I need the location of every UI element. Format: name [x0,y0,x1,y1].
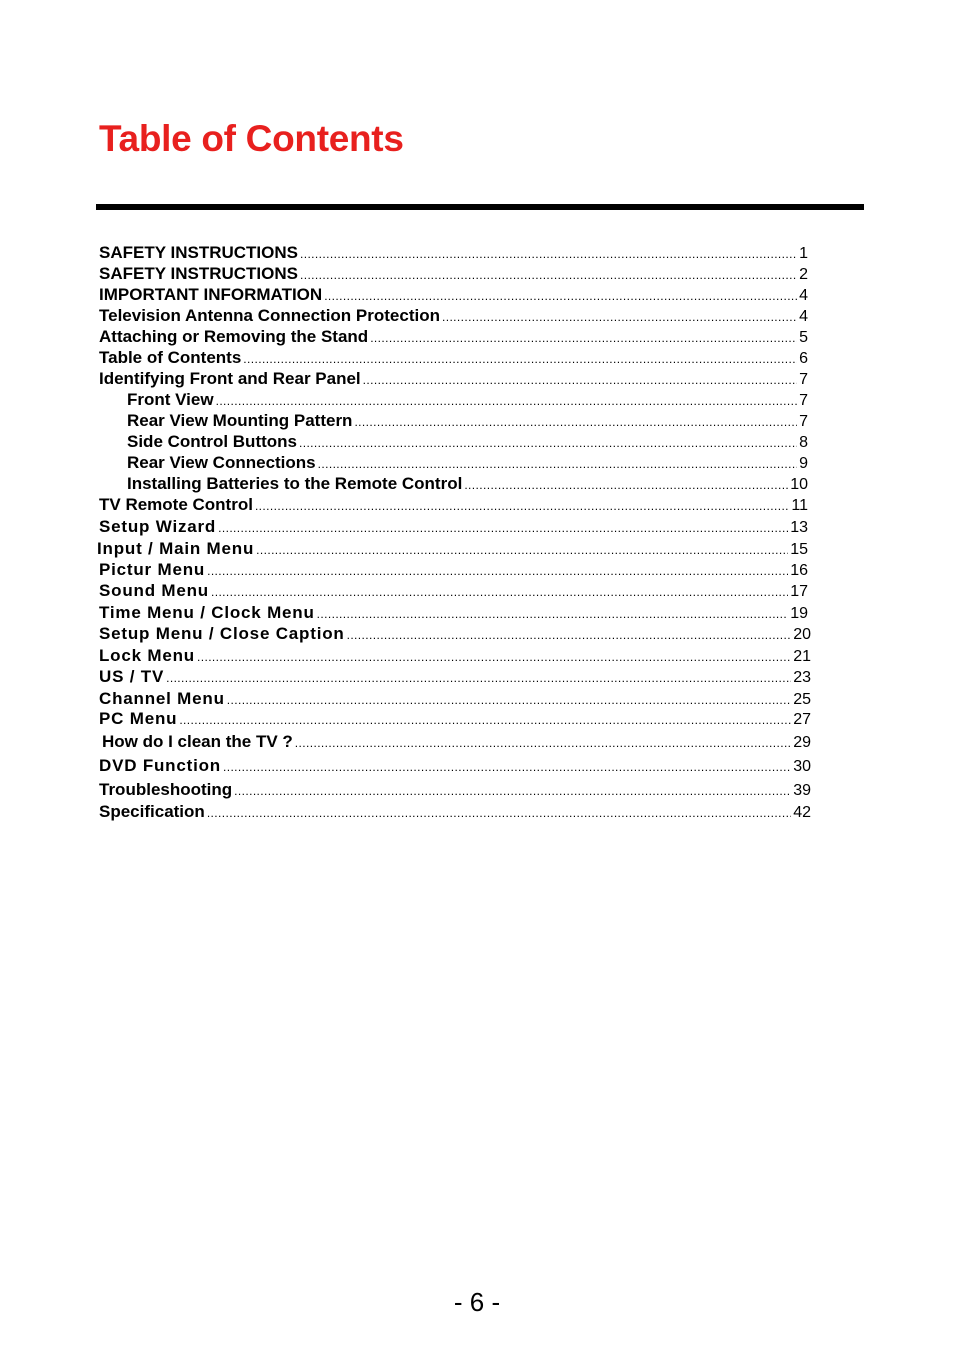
toc-entry-page: 8 [799,434,808,451]
toc-dot-leader [464,475,788,496]
toc-dot-leader [300,244,797,265]
toc-entry-page: 21 [793,648,811,665]
toc-dot-leader [318,454,797,475]
toc-entry-page: 16 [790,562,808,579]
toc-dot-leader [324,286,797,307]
toc-entry-attaching-removing-stand[interactable] [99,326,808,347]
toc-entry-page: 2 [799,266,808,283]
toc-entry-side-control-buttons[interactable] [127,431,808,452]
toc-entry-safety-instructions-1[interactable] [99,242,808,263]
toc-entry-label: Input / Main Menu [97,539,255,558]
toc-dot-leader [207,803,791,824]
toc-dot-leader [243,349,797,370]
toc-entry-label: Attaching or Removing the Stand [99,327,369,346]
toc-entry-page: 5 [799,329,808,346]
toc-entry-channel-menu[interactable] [99,688,811,709]
toc-entry-label: Installing Batteries to the Remote Control [127,474,463,493]
toc-entry-label: TV Remote Control [99,495,253,514]
toc-entry-sound-menu[interactable] [99,580,808,601]
toc-entry-label: Channel Menu [99,689,225,708]
toc-dot-leader [223,757,791,778]
toc-entry-page: 7 [799,371,808,388]
toc-entry-page: 19 [790,605,808,622]
toc-dot-leader [300,265,797,286]
toc-dot-leader [363,370,797,391]
toc-entry-front-view[interactable] [127,389,808,410]
toc-entry-us-tv[interactable] [99,666,811,687]
toc-entry-installing-batteries[interactable] [127,473,808,494]
toc-entry-page: 23 [793,669,811,686]
toc-entry-page: 29 [793,734,811,751]
toc-entry-page: 7 [799,392,808,409]
toc-entry-page: 13 [790,519,808,536]
toc-entry-page: 1 [799,245,808,262]
toc-dot-leader [197,647,791,668]
toc-entry-page: 10 [790,476,808,493]
toc-entry-page: 20 [793,626,811,643]
toc-entry-specification[interactable] [99,801,811,822]
toc-entry-page: 25 [793,691,811,708]
toc-entry-how-clean-tv[interactable] [102,731,811,752]
toc-entry-label: How do I clean the TV ? [102,732,293,751]
toc-dot-leader [354,412,797,433]
toc-dot-leader [255,496,789,517]
toc-entry-page: 7 [799,413,808,430]
toc-entry-page: 11 [791,497,808,514]
toc-entry-safety-instructions-2[interactable] [99,263,808,284]
toc-entry-label: Sound Menu [99,581,209,600]
toc-entry-pictur-menu[interactable] [99,559,808,580]
toc-entry-label: Side Control Buttons [127,432,297,451]
toc-entry-page: 39 [793,782,811,799]
toc-dot-leader [179,710,791,731]
toc-entry-label: Setup Wizard [99,517,217,536]
toc-entry-page: 4 [799,287,808,304]
toc-entry-page: 15 [790,541,808,558]
toc-entry-label: Setup Menu / Close Caption [99,624,345,643]
toc-entry-setup-wizard[interactable] [99,516,808,537]
toc-entry-page: 6 [799,350,808,367]
toc-dot-leader [442,307,797,328]
toc-entry-table-of-contents[interactable] [99,347,808,368]
toc-entry-label: Television Antenna Connection Protection [99,306,440,325]
toc-dot-leader [256,540,788,561]
toc-entry-troubleshooting[interactable] [99,779,811,800]
toc-dot-leader [218,518,788,539]
toc-entry-page: 9 [799,455,808,472]
toc-entry-label: Identifying Front and Rear Panel [99,369,361,388]
toc-entry-page: 27 [793,711,811,728]
toc-entry-input-main-menu[interactable] [97,538,808,559]
page-number: - 6 - [453,1287,501,1317]
toc-dot-leader [207,561,788,582]
toc-entry-page: 30 [793,758,811,775]
toc-dot-leader [166,668,791,689]
toc-entry-label: Pictur Menu [99,560,206,579]
toc-entry-label: Lock Menu [99,646,195,665]
toc-dot-leader [299,433,797,454]
toc-dot-leader [295,733,791,754]
toc-entry-page: 4 [799,308,808,325]
toc-entry-tv-remote-control[interactable] [99,494,808,515]
toc-entry-label: Troubleshooting [99,780,233,799]
toc-entry-label: IMPORTANT INFORMATION [99,285,323,304]
toc-entry-label: US / TV [99,667,165,686]
toc-entry-label: Specification [99,802,205,821]
toc-entry-page: 42 [793,804,811,821]
toc-dot-leader [317,604,789,625]
toc-entry-identifying-front-rear-panel[interactable] [99,368,808,389]
toc-entry-setup-menu-close-caption[interactable] [99,623,811,644]
toc-entry-label: PC Menu [99,709,178,728]
toc-dot-leader [370,328,797,349]
toc-entry-label: SAFETY INSTRUCTIONS [99,243,298,262]
toc-entry-antenna-connection-protection[interactable] [99,305,808,326]
toc-dot-leader [216,391,798,412]
toc-entry-label: Rear View Mounting Pattern [127,411,353,430]
toc-entry-pc-menu[interactable] [99,708,811,729]
toc-entry-time-clock-menu[interactable] [99,602,808,623]
toc-entry-rear-view-connections[interactable] [127,452,808,473]
toc-entry-rear-view-mounting-pattern[interactable] [127,410,808,431]
toc-entry-page: 17 [790,583,808,600]
toc-entry-important-information[interactable] [99,284,808,305]
toc-entry-label: DVD Function [99,756,221,775]
toc-entry-dvd-function[interactable] [99,755,811,776]
toc-entry-label: Front View [127,390,214,409]
toc-entry-label: SAFETY INSTRUCTIONS [99,264,298,283]
toc-entry-label: Rear View Connections [127,453,316,472]
toc-entry-lock-menu[interactable] [99,645,811,666]
toc-entry-label: Time Menu / Clock Menu [99,603,315,622]
toc-dot-leader [234,781,791,802]
page-title: Table of Contents [99,118,404,159]
toc-entry-label: Table of Contents [99,348,242,367]
toc-dot-leader [347,625,792,646]
toc-dot-leader [211,582,788,603]
